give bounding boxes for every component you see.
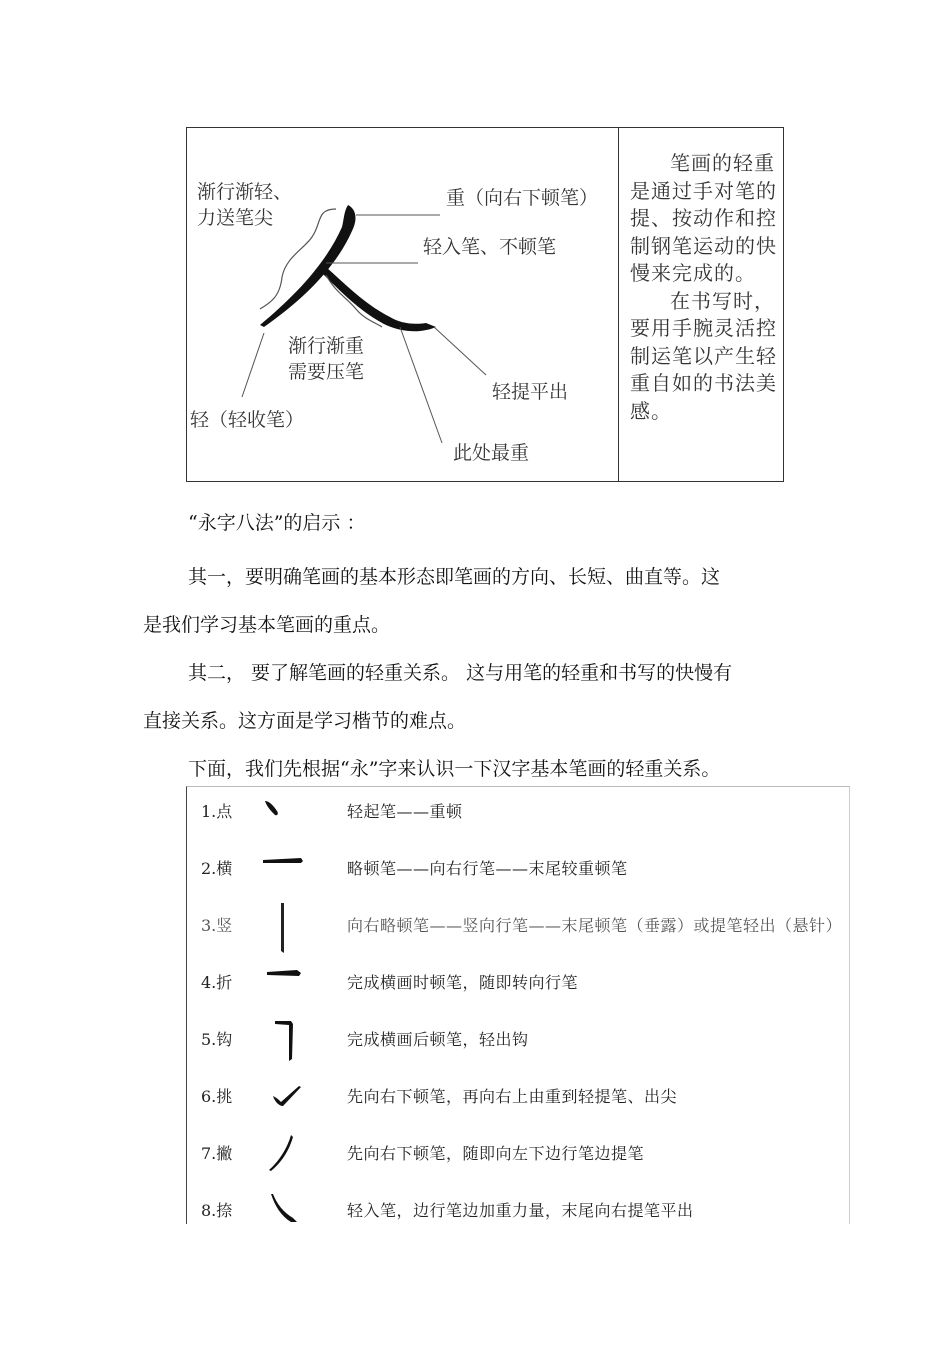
label-heaviest: 此处最重 — [453, 442, 530, 464]
section-heading: “永字八法”的启示 ： — [188, 512, 366, 534]
side-paragraph-2: 在书写时，要用手腕灵活控制运笔以产生轻重自如的书法美感。 — [630, 288, 777, 423]
vertical-stroke-icon — [257, 899, 307, 959]
stroke-description: 轻起笔——重顿 — [347, 802, 463, 821]
stroke-row — [187, 1190, 851, 1230]
horizontal-stroke-icon — [257, 848, 307, 888]
stroke-number: 5.钩 — [201, 1030, 233, 1049]
stroke-row — [187, 1076, 851, 1116]
stroke-number: 6.挑 — [201, 1087, 233, 1106]
label-mid-1: 渐行渐重 — [288, 335, 365, 357]
ren-right-stroke — [322, 267, 436, 331]
paragraph-2-line-1: 其二， 要了解笔画的轻重关系。 这与用笔的轻重和书写的快慢有 — [188, 662, 733, 684]
stroke-description: 完成横画时顿笔，随即转向行笔 — [347, 973, 579, 992]
stroke-row — [187, 1133, 851, 1173]
label-top-left-1: 渐行渐轻、 — [197, 181, 293, 203]
label-light-entry: 轻入笔、不顿笔 — [423, 236, 557, 258]
stroke-number: 2.横 — [201, 859, 233, 878]
label-mid-2: 需要压笔 — [288, 361, 365, 383]
stroke-description: 略顿笔——向右行笔——末尾较重顿笔 — [347, 859, 628, 878]
stroke-description: 向右略顿笔——竖向行笔——末尾顿笔（垂露）或提笔轻出（悬针） — [347, 916, 843, 935]
turning-stroke-icon — [257, 962, 307, 1002]
stroke-row — [187, 848, 851, 888]
stroke-row — [187, 962, 851, 1002]
ren-left-stroke — [260, 205, 355, 327]
stroke-row — [187, 905, 851, 945]
stroke-number: 8.捺 — [201, 1201, 233, 1220]
label-top-left-2: 力送笔尖 — [197, 207, 274, 229]
paragraph-1-line-1: 其一，要明确笔画的基本形态即笔画的方向、长短、曲直等。这 — [188, 566, 721, 588]
side-paragraph-1: 笔画的轻重是通过手对笔的提、按动作和控制钢笔运动的快慢来完成的。 — [630, 151, 777, 285]
left-falling-stroke-icon — [257, 1131, 307, 1175]
stroke-description: 先向右下顿笔，再向右上由重到轻提笔、出尖 — [347, 1087, 678, 1106]
dot-stroke-icon — [257, 791, 307, 831]
figure-divider — [618, 127, 619, 482]
hook-stroke-icon — [257, 1015, 307, 1065]
stroke-number: 1.点 — [201, 802, 233, 821]
right-falling-stroke-icon — [257, 1190, 307, 1230]
stroke-description: 轻入笔，边行笔边加重力量，末尾向右提笔平出 — [347, 1201, 694, 1220]
label-light-lift: 轻提平出 — [492, 381, 569, 403]
stroke-row — [187, 791, 851, 831]
paragraph-1-line-2: 是我们学习基本笔画的重点。 — [143, 614, 391, 636]
stroke-number: 4.折 — [201, 973, 233, 992]
stroke-description: 完成横画后顿笔，轻出钩 — [347, 1030, 529, 1049]
rising-stroke-icon — [257, 1076, 307, 1116]
paragraph-3: 下面，我们先根据“永”字来认识一下汉字基本笔画的轻重关系。 — [188, 758, 721, 780]
stroke-row — [187, 1019, 851, 1059]
stroke-table — [186, 786, 850, 1224]
label-heavy: 重（向右下顿笔） — [446, 187, 599, 209]
stroke-description: 先向右下顿笔，随即向左下边行笔边提笔 — [347, 1144, 645, 1163]
label-light-end: 轻（轻收笔） — [190, 409, 305, 431]
paragraph-2-line-2: 直接关系。这方面是学习楷节的难点。 — [143, 710, 467, 732]
figure-side-text — [630, 150, 778, 425]
stroke-number: 3.竖 — [201, 916, 233, 935]
stroke-number: 7.撇 — [201, 1144, 233, 1163]
